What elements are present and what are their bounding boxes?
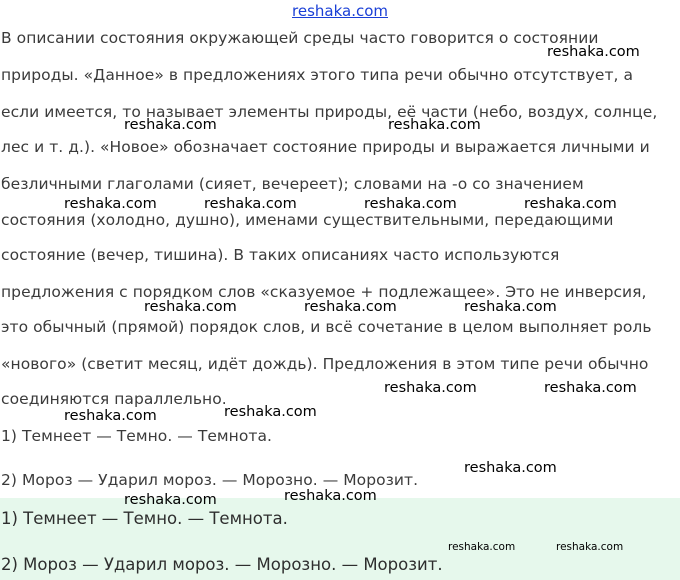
paragraph-line: это обычный (прямой) порядок слов, и всё сочетание в целом выполняет роль (1, 318, 652, 336)
watermark: reshaka.com (448, 541, 516, 553)
watermark: reshaka.com (124, 492, 217, 508)
paragraph-line: лес и т. д.). «Новое» обозначает состояние природы и выражается личными и (1, 138, 650, 156)
watermark: reshaka.com (464, 460, 557, 476)
paragraph-line: «нового» (светит месяц, идёт дождь). Предложения в этом типе речи обычно (1, 355, 649, 373)
paragraph-line: состояния (холодно, душно), именами существительными, передающими (1, 211, 614, 229)
example-line: 1) Темнеет — Темно. — Темнота. (1, 427, 272, 445)
watermark: reshaka.com (524, 196, 617, 212)
watermark: reshaka.com (64, 196, 157, 212)
watermark: reshaka.com (388, 117, 481, 133)
watermark: reshaka.com (284, 488, 377, 504)
header-watermark-link[interactable]: reshaka.com (292, 2, 388, 20)
paragraph-line: безличными глаголами (сияет, вечереет); словами на -о со значением (1, 175, 584, 193)
paragraph-line: В описании состояния окружающей среды часто говорится о состоянии (1, 29, 599, 47)
answer-line: 1) Темнеет — Темно. — Темнота. (1, 509, 288, 528)
watermark: reshaka.com (544, 380, 637, 396)
paragraph-line: если имеется, то называет элементы природы, её части (небо, воздух, солнце, (1, 103, 658, 121)
watermark: reshaka.com (124, 117, 217, 133)
example-line: 2) Мороз — Ударил мороз. — Морозно. — Морозит. (1, 471, 419, 489)
watermark: reshaka.com (384, 380, 477, 396)
watermark: reshaka.com (464, 299, 557, 315)
paragraph-line: природы. «Данное» в предложениях этого типа речи обычно отсутствует, а (1, 66, 634, 84)
watermark: reshaka.com (204, 196, 297, 212)
answer-line: 2) Мороз — Ударил мороз. — Морозно. — Морозит. (1, 555, 443, 574)
watermark: reshaka.com (364, 196, 457, 212)
paragraph-line: состояние (вечер, тишина). В таких описаниях часто используются (1, 246, 560, 264)
paragraph-line: соединяются параллельно. (1, 390, 227, 408)
watermark: reshaka.com (64, 408, 157, 424)
watermark: reshaka.com (224, 404, 317, 420)
watermark: reshaka.com (556, 541, 624, 553)
watermark: reshaka.com (144, 299, 237, 315)
paragraph-line: предложения с порядком слов «сказуемое + подлежащее». Это не инверсия, (1, 283, 647, 301)
watermark: reshaka.com (304, 299, 397, 315)
answer-block (0, 498, 680, 580)
watermark: reshaka.com (547, 44, 640, 60)
